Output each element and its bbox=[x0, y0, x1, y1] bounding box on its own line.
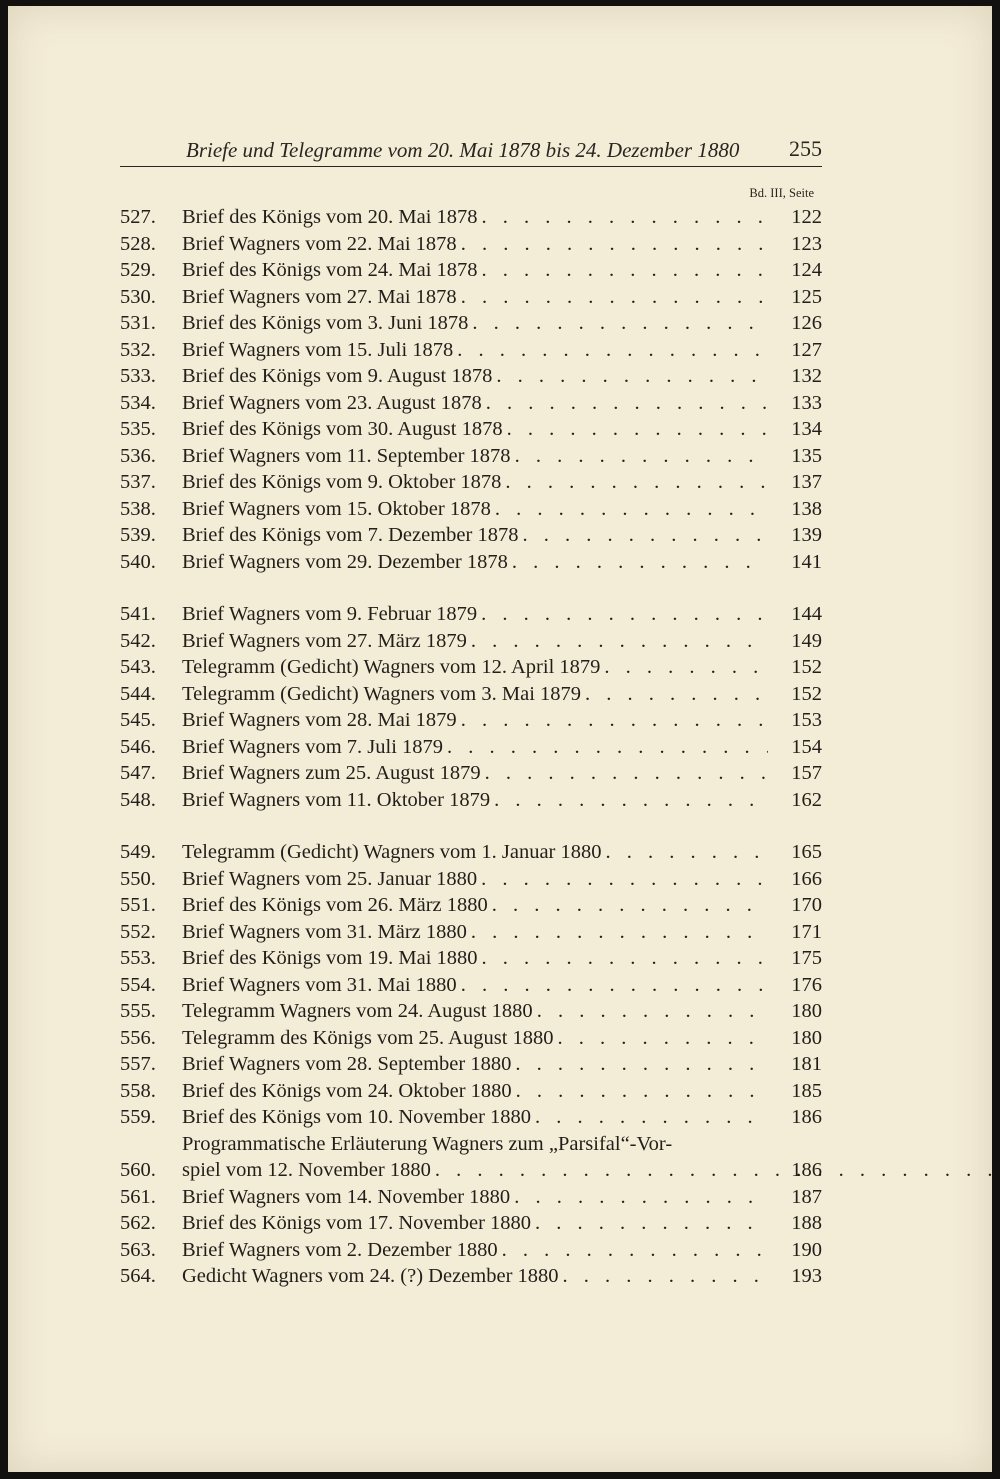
toc-entry bbox=[120, 1237, 822, 1264]
toc-entry bbox=[120, 945, 822, 972]
entry-title: Brief Wagners vom 27. März 1879 bbox=[182, 629, 467, 652]
entry-number: 562. bbox=[120, 1212, 156, 1234]
toc-entry bbox=[120, 469, 822, 496]
entry-number: 556. bbox=[120, 1026, 156, 1049]
entry-title: Brief Wagners vom 11. Oktober 1879 bbox=[182, 788, 491, 811]
dot-leader bbox=[600, 654, 768, 681]
entry-number: 541. bbox=[120, 603, 156, 625]
entry-title: Brief des Königs vom 9. Oktober 1878 bbox=[182, 471, 502, 493]
entry-title: Brief des Königs vom 7. Dezember 1878 bbox=[182, 524, 519, 546]
entry-page: 152 bbox=[791, 656, 822, 678]
dot-leader bbox=[478, 204, 768, 231]
entry-number: 544. bbox=[120, 682, 156, 705]
entry-number: 548. bbox=[120, 788, 156, 811]
entry-page: 188 bbox=[791, 1212, 822, 1234]
toc-entry bbox=[120, 1263, 822, 1290]
dot-leader bbox=[512, 1078, 768, 1105]
entry-title: Brief Wagners vom 23. August 1878 bbox=[182, 391, 482, 414]
dot-leader bbox=[602, 839, 768, 866]
dot-leader bbox=[443, 734, 768, 761]
dot-leader bbox=[511, 1051, 768, 1078]
toc-entry bbox=[120, 866, 822, 893]
dot-leader bbox=[531, 1210, 768, 1237]
toc-entry bbox=[120, 496, 822, 523]
entry-body bbox=[182, 337, 768, 364]
entry-title: Brief des Königs vom 24. Mai 1878 bbox=[182, 259, 478, 281]
entry-body bbox=[182, 469, 768, 496]
dot-leader bbox=[431, 1157, 1000, 1184]
entry-title: Telegramm Wagners vom 24. August 1880 bbox=[182, 1000, 533, 1022]
entry-title: Brief des Königs vom 10. November 1880 bbox=[182, 1106, 532, 1128]
entry-number: 560. bbox=[120, 1159, 156, 1181]
entry-page: 175 bbox=[791, 947, 822, 969]
entry-body bbox=[182, 866, 768, 893]
entry-number: 538. bbox=[120, 497, 156, 520]
entry-body bbox=[182, 284, 768, 311]
entry-title: Brief des Königs vom 9. August 1878 bbox=[182, 365, 493, 387]
toc-entry bbox=[120, 284, 822, 311]
entry-number: 551. bbox=[120, 894, 156, 916]
toc-entry bbox=[120, 443, 822, 470]
entry-body bbox=[182, 734, 768, 761]
entry-title: Telegramm (Gedicht) Wagners vom 12. April 1879 bbox=[182, 656, 601, 678]
dot-leader bbox=[453, 337, 768, 364]
entry-body bbox=[182, 1051, 768, 1078]
entry-body bbox=[182, 628, 768, 655]
dot-leader bbox=[468, 310, 768, 337]
toc-entry bbox=[120, 337, 822, 364]
entry-number: 558. bbox=[120, 1079, 156, 1102]
entry-title-continuation-line bbox=[182, 1157, 1000, 1184]
toc-entry bbox=[120, 416, 822, 443]
entry-number: 547. bbox=[120, 762, 156, 784]
toc-entry bbox=[120, 654, 822, 681]
entry-body bbox=[182, 390, 768, 417]
entry-body bbox=[182, 1078, 768, 1105]
toc-entry bbox=[120, 1210, 822, 1237]
entry-body bbox=[182, 1210, 768, 1237]
entry-page: 138 bbox=[791, 497, 822, 520]
entry-title: Brief Wagners vom 15. Oktober 1878 bbox=[182, 497, 491, 520]
entry-number: 530. bbox=[120, 285, 156, 308]
toc-entry bbox=[120, 681, 822, 708]
entry-page: 122 bbox=[791, 206, 822, 228]
dot-leader bbox=[510, 1184, 768, 1211]
entry-page: 125 bbox=[791, 285, 822, 308]
entry-number: 549. bbox=[120, 841, 156, 863]
entry-title: Brief des Königs vom 20. Mai 1878 bbox=[182, 206, 478, 228]
entry-page: 162 bbox=[791, 788, 822, 811]
entry-page: 187 bbox=[791, 1185, 822, 1208]
dot-leader bbox=[559, 1263, 768, 1290]
running-title: Briefe und Telegramme vom 20. Mai 1878 bis 24. Dezember 1880 bbox=[186, 138, 740, 162]
entry-title: Brief Wagners vom 2. Dezember 1880 bbox=[182, 1238, 498, 1261]
entry-title-continuation: spiel vom 12. November 1880 bbox=[182, 1159, 431, 1181]
entry-title: Brief Wagners vom 27. Mai 1878 bbox=[182, 285, 457, 308]
entry-page: 139 bbox=[791, 524, 822, 546]
entry-page: 181 bbox=[791, 1053, 822, 1075]
entry-number: 529. bbox=[120, 259, 156, 281]
dot-leader bbox=[481, 760, 768, 787]
page-header bbox=[120, 134, 822, 167]
toc-entry bbox=[120, 363, 822, 390]
entry-page: 127 bbox=[791, 338, 822, 361]
entry-page: 190 bbox=[791, 1238, 822, 1261]
dot-leader bbox=[533, 998, 768, 1025]
entry-number: 528. bbox=[120, 232, 156, 255]
dot-leader bbox=[457, 707, 768, 734]
dot-leader bbox=[457, 231, 768, 258]
dot-leader bbox=[482, 390, 768, 417]
dot-leader bbox=[488, 892, 768, 919]
dot-leader bbox=[491, 496, 768, 523]
toc-entry bbox=[120, 601, 822, 628]
entry-title: Programmatische Erläuterung Wagners zum „Parsifal“-Vor- bbox=[182, 1132, 673, 1155]
entry-title: Brief Wagners vom 29. Dezember 1878 bbox=[182, 550, 508, 573]
entry-page: 124 bbox=[791, 259, 822, 281]
entry-body bbox=[182, 1263, 768, 1290]
entry-body bbox=[182, 1184, 768, 1211]
entry-title: Brief Wagners vom 7. Juli 1879 bbox=[182, 735, 444, 758]
entry-page: 186 bbox=[791, 1159, 822, 1181]
dot-leader bbox=[492, 363, 768, 390]
entry-body bbox=[182, 707, 768, 734]
toc-entry bbox=[120, 390, 822, 417]
toc-entry bbox=[120, 522, 822, 549]
entry-title: Brief des Königs vom 3. Juni 1878 bbox=[182, 312, 469, 334]
entry-body bbox=[182, 257, 768, 284]
dot-leader bbox=[490, 787, 768, 814]
entry-page: 132 bbox=[791, 365, 822, 387]
entry-page: 137 bbox=[791, 471, 822, 493]
entry-page: 123 bbox=[791, 232, 822, 255]
dot-leader bbox=[508, 549, 768, 576]
entry-body bbox=[182, 416, 768, 443]
entry-body bbox=[182, 496, 768, 523]
entry-number: 543. bbox=[120, 656, 156, 678]
entry-number: 546. bbox=[120, 735, 156, 758]
toc-entry bbox=[120, 1131, 822, 1184]
entry-page: 152 bbox=[791, 682, 822, 705]
entry-page: 153 bbox=[791, 709, 822, 731]
toc-entry bbox=[120, 204, 822, 231]
toc-entry bbox=[120, 1078, 822, 1105]
dot-leader bbox=[501, 469, 768, 496]
entry-body bbox=[182, 522, 768, 549]
dot-leader bbox=[531, 1104, 768, 1131]
dot-leader bbox=[498, 1237, 768, 1264]
entry-title: Telegramm des Königs vom 25. August 1880 bbox=[182, 1026, 554, 1049]
entry-body bbox=[182, 204, 768, 231]
entry-number: 533. bbox=[120, 365, 156, 387]
entry-number: 542. bbox=[120, 629, 156, 652]
entry-page: 149 bbox=[791, 629, 822, 652]
dot-leader bbox=[503, 416, 768, 443]
entry-title: Brief des Königs vom 30. August 1878 bbox=[182, 418, 503, 440]
page-number: 255 bbox=[789, 136, 822, 161]
entry-page: 135 bbox=[791, 444, 822, 467]
entry-page: 180 bbox=[791, 1026, 822, 1049]
entry-number: 534. bbox=[120, 391, 156, 414]
entry-title: Brief Wagners vom 14. November 1880 bbox=[182, 1185, 511, 1208]
toc-entry bbox=[120, 1184, 822, 1211]
entry-body bbox=[182, 443, 768, 470]
entry-body bbox=[182, 681, 768, 708]
entry-number: 564. bbox=[120, 1265, 156, 1287]
toc-entry bbox=[120, 310, 822, 337]
entry-title: Brief des Königs vom 19. Mai 1880 bbox=[182, 947, 478, 969]
entry-title: Brief Wagners vom 25. Januar 1880 bbox=[182, 867, 478, 890]
entry-body bbox=[182, 1237, 768, 1264]
entry-title: Telegramm (Gedicht) Wagners vom 3. Mai 1879 bbox=[182, 682, 582, 705]
entry-number: 563. bbox=[120, 1238, 156, 1261]
entry-title: Brief Wagners vom 28. September 1880 bbox=[182, 1053, 512, 1075]
entry-body bbox=[182, 654, 768, 681]
entry-number: 553. bbox=[120, 947, 156, 969]
entry-page: 141 bbox=[791, 550, 822, 573]
entry-number: 545. bbox=[120, 709, 156, 731]
entry-body bbox=[182, 1104, 768, 1131]
entry-title: Brief Wagners vom 9. Februar 1879 bbox=[182, 603, 478, 625]
entry-page: 134 bbox=[791, 418, 822, 440]
toc-entry bbox=[120, 919, 822, 946]
entry-number: 539. bbox=[120, 524, 156, 546]
column-label: Bd. III, Seite bbox=[749, 186, 814, 200]
entry-number: 531. bbox=[120, 312, 156, 334]
entry-title-block bbox=[182, 1131, 1000, 1184]
entry-body bbox=[182, 549, 768, 576]
entry-body bbox=[182, 892, 768, 919]
entry-number: 527. bbox=[120, 206, 156, 228]
entry-body bbox=[182, 919, 768, 946]
entry-page: 157 bbox=[791, 762, 822, 784]
entry-title: Brief Wagners vom 28. Mai 1879 bbox=[182, 709, 457, 731]
entry-title: Brief des Königs vom 17. November 1880 bbox=[182, 1212, 532, 1234]
entry-number: 536. bbox=[120, 444, 156, 467]
toc-entry bbox=[120, 628, 822, 655]
entry-number: 555. bbox=[120, 1000, 156, 1022]
entry-page: 144 bbox=[791, 603, 822, 625]
dot-leader bbox=[477, 601, 768, 628]
toc-entry bbox=[120, 231, 822, 258]
entry-number: 559. bbox=[120, 1106, 156, 1128]
dot-leader bbox=[457, 284, 768, 311]
dot-leader bbox=[581, 681, 768, 708]
toc-entry bbox=[120, 787, 822, 814]
entry-page: 185 bbox=[791, 1079, 822, 1102]
entry-page: 166 bbox=[791, 867, 822, 890]
dot-leader bbox=[511, 443, 768, 470]
entry-page: 180 bbox=[791, 1000, 822, 1022]
entry-body bbox=[182, 839, 768, 866]
entry-number: 532. bbox=[120, 338, 156, 361]
toc-entry bbox=[120, 1025, 822, 1052]
entry-title: Brief des Königs vom 26. März 1880 bbox=[182, 894, 488, 916]
toc-entry bbox=[120, 760, 822, 787]
entry-page: 171 bbox=[791, 920, 822, 943]
entry-body bbox=[182, 231, 768, 258]
entry-page: 186 bbox=[791, 1106, 822, 1128]
entry-body bbox=[182, 601, 768, 628]
toc-entry bbox=[120, 1104, 822, 1131]
dot-leader bbox=[477, 866, 768, 893]
entry-body bbox=[182, 363, 768, 390]
entry-title: Gedicht Wagners vom 24. (?) Dezember 1880 bbox=[182, 1265, 559, 1287]
toc-entry bbox=[120, 257, 822, 284]
toc-entry bbox=[120, 839, 822, 866]
entry-page: 176 bbox=[791, 973, 822, 996]
entry-title: Telegramm (Gedicht) Wagners vom 1. Januar 1880 bbox=[182, 841, 602, 863]
entry-title: Brief Wagners zum 25. August 1879 bbox=[182, 762, 481, 784]
toc-entry bbox=[120, 998, 822, 1025]
entry-title: Brief Wagners vom 31. März 1880 bbox=[182, 920, 467, 943]
entry-page: 193 bbox=[791, 1265, 822, 1287]
entry-page: 154 bbox=[791, 735, 822, 758]
toc-entry bbox=[120, 1051, 822, 1078]
dot-leader bbox=[554, 1025, 768, 1052]
entry-number: 550. bbox=[120, 867, 156, 890]
entry-number: 535. bbox=[120, 418, 156, 440]
entry-number: 537. bbox=[120, 471, 156, 493]
toc-entry bbox=[120, 549, 822, 576]
entry-number: 552. bbox=[120, 920, 156, 943]
dot-leader bbox=[478, 257, 768, 284]
dot-leader bbox=[518, 522, 768, 549]
entry-body bbox=[182, 760, 768, 787]
entry-body bbox=[182, 998, 768, 1025]
entry-number: 540. bbox=[120, 550, 156, 573]
dot-leader bbox=[457, 972, 768, 999]
entry-page: 126 bbox=[791, 312, 822, 334]
entry-title: Brief Wagners vom 31. Mai 1880 bbox=[182, 973, 457, 996]
entry-body bbox=[182, 945, 768, 972]
entry-title: Brief Wagners vom 22. Mai 1878 bbox=[182, 232, 457, 255]
entry-body bbox=[182, 1131, 768, 1184]
entry-number: 554. bbox=[120, 973, 156, 996]
table-of-contents bbox=[120, 204, 822, 1290]
entry-body bbox=[182, 310, 768, 337]
entry-title: Brief des Königs vom 24. Oktober 1880 bbox=[182, 1079, 512, 1102]
entry-body bbox=[182, 1025, 768, 1052]
entry-body bbox=[182, 972, 768, 999]
dot-leader bbox=[467, 919, 768, 946]
entry-number: 557. bbox=[120, 1053, 156, 1075]
toc-entry bbox=[120, 972, 822, 999]
toc-entry bbox=[120, 734, 822, 761]
entry-page: 133 bbox=[791, 391, 822, 414]
dot-leader bbox=[467, 628, 768, 655]
toc-entry bbox=[120, 707, 822, 734]
entry-body bbox=[182, 787, 768, 814]
entry-page: 170 bbox=[791, 894, 822, 916]
toc-entry bbox=[120, 892, 822, 919]
entry-title: Brief Wagners vom 11. September 1878 bbox=[182, 444, 511, 467]
book-page bbox=[8, 6, 992, 1472]
entry-page: 165 bbox=[791, 841, 822, 863]
entry-title: Brief Wagners vom 15. Juli 1878 bbox=[182, 338, 454, 361]
dot-leader bbox=[478, 945, 768, 972]
entry-number: 561. bbox=[120, 1185, 156, 1208]
